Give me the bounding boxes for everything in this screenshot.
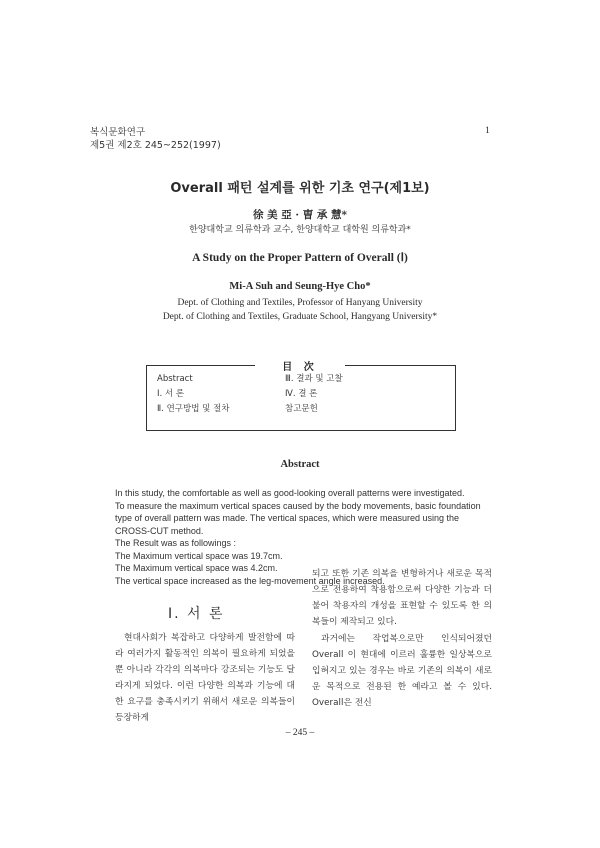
affiliation-korean: 한양대학교 의류학과 교수, 한양대학교 대학원 의류학과* <box>189 225 411 235</box>
title-korean: Overall 패턴 설계를 위한 기초 연구(제1보) <box>170 181 430 196</box>
toc-title: 目 次 <box>255 358 345 373</box>
toc-right-column <box>285 372 343 417</box>
body-column-right <box>312 566 492 711</box>
body-paragraph: 과거에는 작업복으로만 인식되어졌던 Overall 이 현대에 이르러 훌륭한 일상복으로 입혀지고 있는 경우는 바로 기존의 의복이 새로운 목적으로 전용된 한 예라고 볼 수 있다. Overall은 전신 <box>312 634 492 708</box>
toc-left-column <box>157 372 229 417</box>
abstract-line: The vertical space increased as the leg-movement angle increased. <box>115 575 385 586</box>
section-heading: Ⅰ. 서 론 <box>168 606 225 622</box>
journal-name: 복식문화연구 <box>90 127 146 138</box>
journal-header <box>90 126 221 152</box>
body-paragraph: 되고 또한 기존 의복을 변형하거나 새로운 목적으로 전용하여 착용함으로써 다양한 기능과 더불어 착용자의 개성을 표현할 수 있도록 한 의복들이 제작되고 있다. <box>312 569 492 627</box>
body-paragraph: 현대사회가 복잡하고 다양하게 발전함에 따라 여러가지 활동적인 의복이 필요하게 되었을 뿐 아니라 각각의 의복마다 강조되는 기능도 달라지게 되었다. 이런 다양한 의복과 기능에 대한 요구를 충족시키기 위해서 새로운 의복들이 등장하게 <box>115 633 295 723</box>
title-english: A Study on the Proper Pattern of Overall (Ⅰ) <box>192 252 408 264</box>
authors-english: Mi-A Suh and Seung-Hye Cho* <box>229 281 371 292</box>
abstract-line: The Result was as followings : <box>115 538 237 548</box>
abstract-title: Abstract <box>280 459 320 470</box>
toc-item: Ⅱ. 연구방법 및 절차 <box>157 404 230 414</box>
abstract-line: The Maximum vertical space was 4.2cm. <box>115 563 278 573</box>
abstract-line: The Maximum vertical space was 19.7cm. <box>115 550 283 561</box>
affiliation-line: Dept. of Clothing and Textiles, Graduate School, Hangyang University* <box>162 312 438 322</box>
journal-volume: 제5권 제2호 245~252(1997) <box>90 140 221 151</box>
authors-korean: 徐 美 亞 · 曺 承 慧* <box>252 209 348 221</box>
toc-item: Ⅲ. 결과 및 고찰 <box>285 374 343 384</box>
toc-item: Abstract <box>157 374 193 384</box>
footer-page-number: – 245 – <box>285 728 315 738</box>
toc-item: Ⅰ. 서 론 <box>157 389 185 399</box>
toc-item: 참고문헌 <box>285 404 318 414</box>
toc-item: Ⅳ. 결 론 <box>285 389 318 399</box>
abstract-line: To measure the maximum vertical spaces caused by the body movements, basic foundation type of overall pattern was made. The vertical spaces, which were measured using the CROSS-CUT method. <box>115 500 481 536</box>
top-page-number: 1 <box>485 126 490 136</box>
table-of-contents <box>146 365 456 431</box>
affiliation-line: Dept. of Clothing and Textiles, Professor of Hanyang University <box>177 298 423 308</box>
body-column-left <box>115 630 295 726</box>
abstract-line: In this study, the comfortable as well as good-looking overall patterns were investigated. <box>115 488 465 498</box>
affiliation-english <box>0 296 600 324</box>
